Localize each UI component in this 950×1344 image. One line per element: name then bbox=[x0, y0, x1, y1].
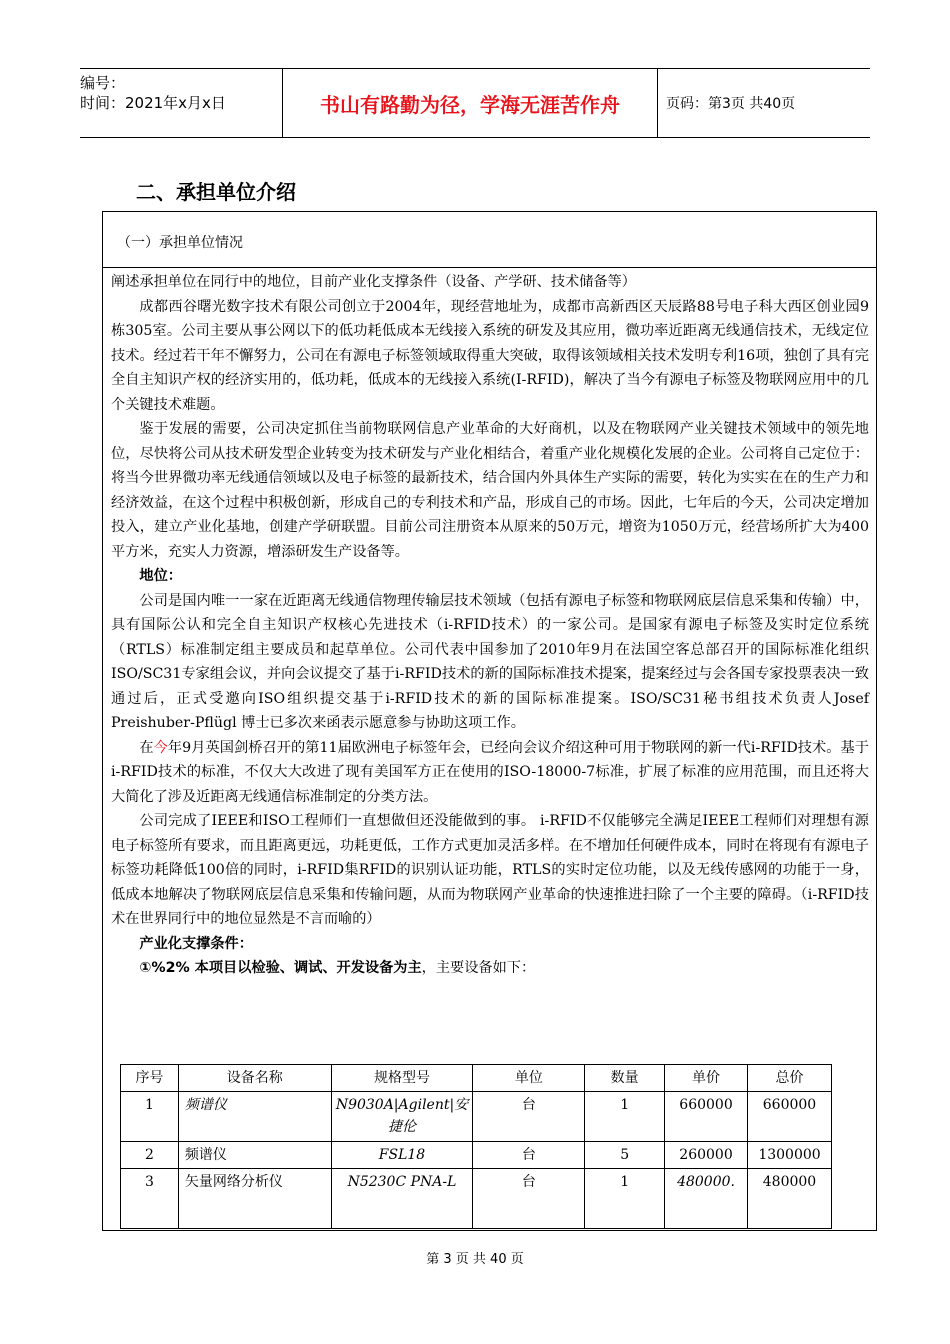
table-cell: 660000 bbox=[665, 1092, 748, 1142]
table-header-cell: 总价 bbox=[748, 1065, 832, 1092]
header-meta bbox=[80, 69, 282, 137]
paragraph-ieee: 公司完成了IEEE和ISO工程师们一直想做但还没能做到的事。 i-RFID不仅能够完全满足IEEE工程师们对理想有源电子标签所有要求，而且距离更远，功耗更低，工作方式更加灵活多样。在不增加任何硬件成本，同时在将现有有源电子标签功耗降低100倍的同时，i-RFID集RFID的识别认证功能，RTLS的实时定位功能，以及无线传感网的功能于一身，低成本地解决了物联网底层信息采集和传输问题，从而为物联网产业革命的快速推进扫除了一个主要的障碍。（i-RFID技术在世界同行中的地位显然是不言而喻的） bbox=[111, 813, 869, 927]
table-cell: 1 bbox=[121, 1092, 179, 1142]
page-header bbox=[80, 68, 870, 138]
table-cell: 480000 bbox=[748, 1169, 832, 1229]
table-row bbox=[121, 1092, 832, 1142]
table-cell: 台 bbox=[473, 1169, 585, 1229]
page-footer: 第 3 页 共 40 页 bbox=[426, 1252, 524, 1267]
paragraph-conference bbox=[111, 736, 869, 810]
sub-heading: （一）承担单位情况 bbox=[103, 212, 876, 268]
paragraph-development: 鉴于发展的需要，公司决定抓住当前物联网信息产业革命的大好商机，以及在物联网产业关键技术领域中的领先地位，尽快将公司从技术研发型企业转变为技术研发与产业化相结合，着重产业化规模化发展的企业。公司将自己定位于：将当今世界微功率无线通信领域以及电子标签的最新技术，结合国内外具体生产实际的需要，转化为实实在在的生产力和经济效益，在这个过程中积极创新，形成自己的专利技术和产品，形成自己的市场。因此，七年后的今天，公司决定增加投入，建立产业化基地，创建产学研联盟。目前公司注册资本从原来的50万元，增资为1050万元，经营场所扩大为400平方米，充实人力资源，增添研发生产设备等。 bbox=[111, 421, 869, 560]
equipment-intro-rest: ，主要设备如下： bbox=[421, 960, 536, 976]
table-header-row bbox=[121, 1065, 832, 1092]
table-cell: 频谱仪 bbox=[178, 1142, 331, 1169]
table-row bbox=[121, 1169, 832, 1229]
table-cell: N9030A|Agilent|安捷伦 bbox=[331, 1092, 473, 1142]
table-header-cell: 单位 bbox=[473, 1065, 585, 1092]
table-cell: 5 bbox=[585, 1142, 665, 1169]
table-cell: 台 bbox=[473, 1142, 585, 1169]
table-header-cell: 规格型号 bbox=[331, 1065, 473, 1092]
table-cell: N5230C PNA-L bbox=[331, 1169, 473, 1229]
intro-content bbox=[111, 270, 869, 981]
para4-pre: 在 bbox=[139, 739, 154, 756]
equipment-table bbox=[120, 1064, 832, 1229]
table-cell: 台 bbox=[473, 1092, 585, 1142]
paragraph-company: 成都西谷曙光数字技术有限公司创立于2004年，现经营地址为，成都市高新西区天辰路88号电子科大西区创业园9栋305室。公司主要从事公网以下的低功耗低成本无线接入系统的研发及其应用，微功率近距离无线通信技术，无线定位技术。经过若干年不懈努力，公司在有源电子标签领域取得重大突破，取得该领域相关技术发明专利16项，独创了具有完全自主知识产权的经济实用的，低功耗，低成本的无线接入系统(I-RFID)，解决了当今有源电子标签及物联网应用中的几个关键技术难题。 bbox=[111, 298, 869, 413]
table-header-cell: 单价 bbox=[665, 1065, 748, 1092]
support-label: 产业化支撑条件： bbox=[139, 935, 253, 952]
table-cell: 3 bbox=[121, 1169, 179, 1229]
table-cell: 660000 bbox=[748, 1092, 832, 1142]
table-header-cell: 数量 bbox=[585, 1065, 665, 1092]
equipment-intro bbox=[111, 956, 869, 981]
table-cell: 2 bbox=[121, 1142, 179, 1169]
header-motto: 书山有路勤为径，学海无涯苦作舟 bbox=[282, 69, 658, 137]
table-header-cell: 序号 bbox=[121, 1065, 179, 1092]
table-cell: 1300000 bbox=[748, 1142, 832, 1169]
table-cell: 矢量网络分析仪 bbox=[178, 1169, 331, 1229]
intro-line: 阐述承担单位在同行中的地位，目前产业化支撑条件（设备、产学研、技术储备等） bbox=[111, 274, 636, 290]
table-cell: 260000 bbox=[665, 1142, 748, 1169]
para4-post: 年9月英国剑桥召开的第11届欧洲电子标签年会，已经向会议介绍这种可用于物联网的新一代i-RFID技术。基于i-RFID技术的标准，不仅大大改进了现有美国军方正在使用的ISO-18000-7标准，扩展了标准的应用范围，而且还将大大简化了涉及近距离无线通信标准制定的分类方法。 bbox=[111, 739, 869, 805]
section-title: 二、承担单位介绍 bbox=[136, 180, 296, 204]
unit-intro-box bbox=[102, 211, 877, 1231]
para4-red: 今 bbox=[153, 739, 168, 756]
table-row bbox=[121, 1142, 832, 1169]
table-cell: 1 bbox=[585, 1092, 665, 1142]
position-label: 地位： bbox=[139, 568, 182, 584]
table-cell: 频谱仪 bbox=[178, 1092, 331, 1142]
table-header-cell: 设备名称 bbox=[178, 1065, 331, 1092]
equipment-intro-bold: ①%2% 本项目以检验、调试、开发设备为主 bbox=[139, 960, 422, 976]
doc-number-label: 编号： bbox=[80, 74, 126, 92]
table-cell: FSL18 bbox=[331, 1142, 473, 1169]
doc-time-label: 时间：2021年x月x日 bbox=[80, 94, 226, 112]
table-cell: 480000. bbox=[665, 1169, 748, 1229]
header-page-code: 页码：第3页 共40页 bbox=[666, 96, 796, 112]
table-cell: 1 bbox=[585, 1169, 665, 1229]
paragraph-position: 公司是国内唯一一家在近距离无线通信物理传输层技术领域（包括有源电子标签和物联网底层信息采集和传输）中，具有国际公认和完全自主知识产权核心先进技术（i-RFID技术）的一家公司。是国家有源电子标签及实时定位系统（RTLS）标准制定组主要成员和起草单位。公司代表中国参加了2010年9月在法国空客总部召开的国际标准化组织ISO/SC31专家组会议，并向会议提交了基于i-RFID技术的新的国际标准技术提案，提案经过与会各国专家投票表决一致通过后，正式受邀向ISO组织提交基于i-RFID技术的新的国际标准提案。ISO/SC31秘书组技术负责人Josef Preishuber-Pflügl 博士已多次来函表示愿意参与协助这项工作。 bbox=[111, 592, 869, 731]
